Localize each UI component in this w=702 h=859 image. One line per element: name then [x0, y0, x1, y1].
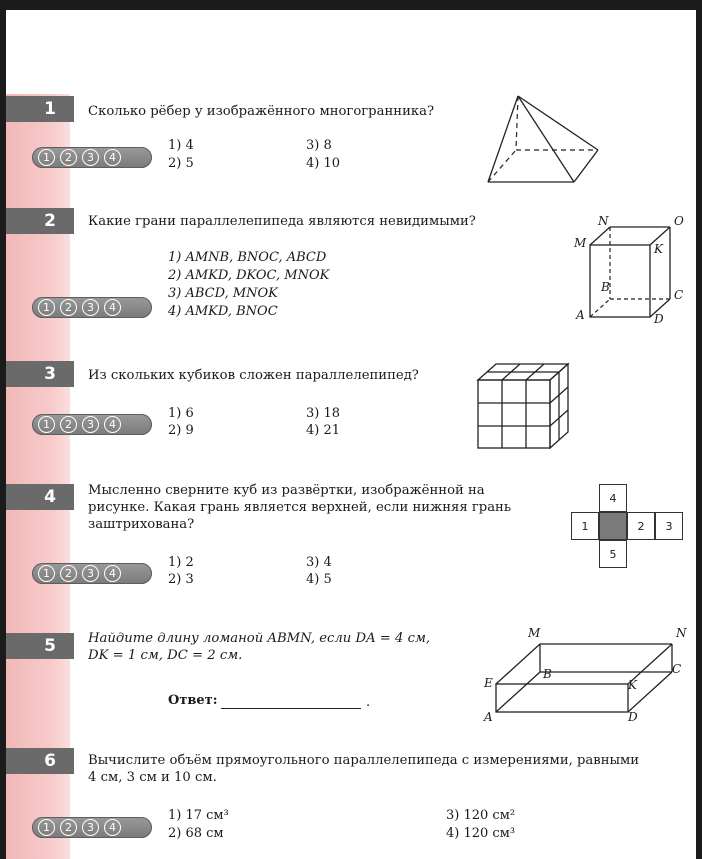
task-number-2: 2 — [6, 208, 74, 234]
vertex-label-D: D — [628, 710, 638, 724]
vertex-label-A: A — [484, 710, 493, 724]
bubble-3[interactable]: 3 — [82, 416, 99, 433]
task-2-option-1: 1) AMNB, BNOC, ABCD — [168, 250, 327, 265]
bubble-1[interactable]: 1 — [38, 149, 55, 166]
bubble-2[interactable]: 2 — [60, 299, 77, 316]
bubble-2[interactable]: 2 — [60, 565, 77, 582]
pyramid-figure — [476, 94, 606, 190]
task-number-6: 6 — [6, 748, 74, 774]
bubble-1[interactable]: 1 — [38, 299, 55, 316]
task-4-question-line-1: Мысленно сверните куб из развёртки, изображённой на — [88, 483, 485, 498]
task-6-option-3: 3) 120 см² — [446, 808, 516, 823]
task-2-option-3: 3) ABCD, MNOK — [168, 286, 278, 301]
task-4-question-line-2: рисунке. Какая грань является верхней, если нижняя грань — [88, 500, 512, 515]
task-4-option-2: 2) 3 — [168, 572, 194, 587]
task-1-option-4: 4) 10 — [306, 156, 341, 171]
task-1-option-1: 1) 4 — [168, 138, 194, 153]
vertex-label-M: M — [528, 626, 541, 640]
worksheet-page — [6, 10, 696, 859]
net-face-right-2: 3 — [655, 512, 683, 540]
bubble-3[interactable]: 3 — [82, 565, 99, 582]
vertex-label-D: D — [654, 312, 664, 326]
task-3-option-4: 4) 21 — [306, 423, 341, 438]
task-6-option-2: 2) 68 см — [168, 826, 224, 841]
task-4-option-1: 1) 2 — [168, 555, 194, 570]
bubble-1[interactable]: 1 — [38, 819, 55, 836]
vertex-label-C: C — [672, 662, 682, 676]
vertex-label-B: B — [543, 667, 552, 681]
task-2-option-2: 2) AMKD, DKOC, MNOK — [168, 268, 330, 283]
answer-bubbles-2[interactable] — [32, 297, 152, 318]
task-3-question: Из скольких кубиков сложен параллелепипед? — [88, 368, 419, 383]
task-5-question-line-1: Найдите длину ломаной ABMN, если DA = 4 см, — [88, 631, 431, 646]
answer-bubbles-1[interactable] — [32, 147, 152, 168]
bubble-2[interactable]: 2 — [60, 819, 77, 836]
answer-input[interactable] — [221, 692, 361, 709]
bubble-2[interactable]: 2 — [60, 149, 77, 166]
task-3-option-1: 1) 6 — [168, 406, 194, 421]
task-1-question: Сколько рёбер у изображённого многогранника? — [88, 104, 435, 119]
vertex-label-N: N — [598, 214, 609, 228]
answer-bubbles-4[interactable] — [32, 563, 152, 584]
bubble-4[interactable]: 4 — [104, 149, 121, 166]
task-4-option-3: 3) 4 — [306, 555, 332, 570]
bubble-3[interactable]: 3 — [82, 299, 99, 316]
task-6-option-4: 4) 120 см³ — [446, 826, 516, 841]
bubble-1[interactable]: 1 — [38, 565, 55, 582]
vertex-label-K: K — [654, 242, 663, 256]
net-face-top: 4 — [599, 484, 627, 512]
task-3-option-2: 2) 9 — [168, 423, 194, 438]
vertex-label-M: M — [574, 236, 587, 250]
bubble-4[interactable]: 4 — [104, 299, 121, 316]
task-number-1: 1 — [6, 96, 74, 122]
box-figure — [482, 630, 682, 720]
bubble-1[interactable]: 1 — [38, 416, 55, 433]
bubble-4[interactable]: 4 — [104, 565, 121, 582]
task-number-4: 4 — [6, 484, 74, 510]
answer-bubbles-6[interactable] — [32, 817, 152, 838]
net-face-bottom: 5 — [599, 540, 627, 568]
vertex-label-C: C — [674, 288, 684, 302]
task-1-option-2: 2) 5 — [168, 156, 194, 171]
vertex-label-B: B — [601, 280, 610, 294]
task-6-option-1: 1) 17 см³ — [168, 808, 229, 823]
task-number-3: 3 — [6, 361, 74, 387]
cube-net-figure — [571, 484, 691, 574]
task-2-question: Какие грани параллелепипеда являются невидимыми? — [88, 214, 476, 229]
bubble-3[interactable]: 3 — [82, 149, 99, 166]
vertex-label-E: E — [484, 676, 493, 690]
cube-stack-figure — [474, 356, 574, 452]
task-1-option-3: 3) 8 — [306, 138, 332, 153]
net-face-shaded — [599, 512, 627, 540]
answer-bubbles-3[interactable] — [32, 414, 152, 435]
task-3-option-3: 3) 18 — [306, 406, 341, 421]
task-5-question-line-2: DK = 1 см, DC = 2 см. — [88, 648, 243, 663]
net-face-right-1: 2 — [627, 512, 655, 540]
task-4-option-4: 4) 5 — [306, 572, 332, 587]
vertex-label-K: K — [628, 678, 637, 692]
parallelepiped-figure — [576, 215, 688, 327]
task-2-option-4: 4) AMKD, BNOC — [168, 304, 278, 319]
vertex-label-A: A — [576, 308, 585, 322]
task-6-question-line-2: 4 см, 3 см и 10 см. — [88, 770, 217, 785]
bubble-4[interactable]: 4 — [104, 819, 121, 836]
task-4-question-line-3: заштрихована? — [88, 517, 195, 532]
bubble-3[interactable]: 3 — [82, 819, 99, 836]
vertex-label-N: N — [676, 626, 687, 640]
answer-label: Ответ: — [168, 693, 218, 708]
net-face-left: 1 — [571, 512, 599, 540]
task-6-question-line-1: Вычислите объём прямоугольного параллелепипеда с измерениями, равными — [88, 753, 640, 768]
answer-end-period: . — [366, 695, 371, 710]
vertex-label-O: O — [674, 214, 684, 228]
bubble-2[interactable]: 2 — [60, 416, 77, 433]
bubble-4[interactable]: 4 — [104, 416, 121, 433]
task-number-5: 5 — [6, 633, 74, 659]
